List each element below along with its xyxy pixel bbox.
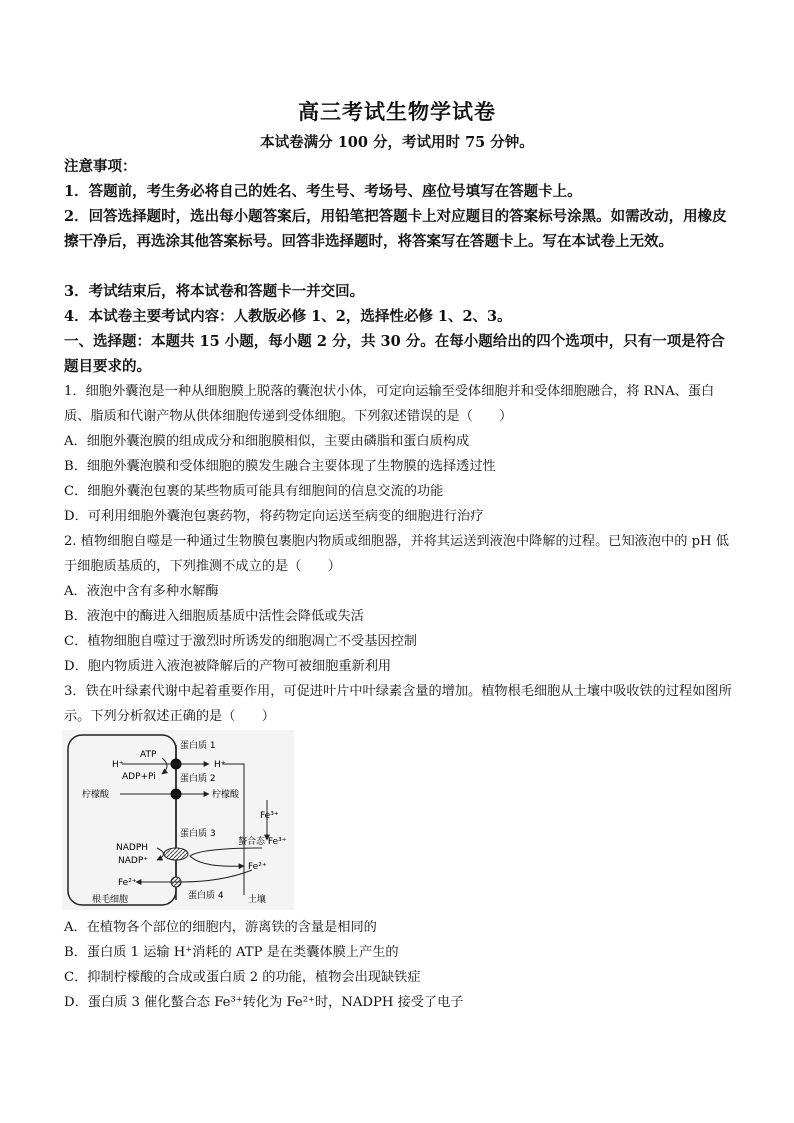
notice-item-1: 1．答题前，考生务必将自己的姓名、考生号、考场号、座位号填写在答题卡上。 [64,183,582,200]
notice-item-3: 3．考试结束后，将本试卷和答题卡一并交回。 [64,283,365,300]
question-1-stem: 1．细胞外囊泡是一种从细胞膜上脱落的囊泡状小体，可定向运输至受体细胞并和受体细胞融合，将 RNA、蛋白质、脂质和代谢产物从供体细胞传递到受体细胞。下列叙述错误的是（ ） [64,384,715,424]
nadp-label: NADP⁺ [118,856,148,866]
section-heading: 一、选择题：本题共 15 小题，每小题 2 分，共 30 分。在每小题给出的四个选项中，只有一项是符合题目要求的。 [64,333,725,375]
h-in-label: H⁺ [112,760,124,770]
protein2-label: 蛋白质 2 [180,774,216,784]
question-1-option-b: B．细胞外囊泡膜和受体细胞的膜发生融合主要体现了生物膜的选择透过性 [64,459,496,474]
adp-label: ADP+Pi [122,772,156,782]
notice-item-2: 2．回答选择题时，选出每小题答案后，用铅笔把答题卡上对应题目的答案标号涂黑。如需改动，用橡皮擦干净后，再选涂其他答案标号。回答非选择题时，将答案写在答题卡上。写在本试卷上无效。 [64,208,727,250]
question-3-option-c: C．抑制柠檬酸的合成或蛋白质 2 的功能，植物会出现缺铁症 [64,970,421,985]
iron-uptake-diagram [62,730,294,910]
protein3-marker [164,848,188,860]
question-2-stem: 2. 植物细胞自噬是一种通过生物膜包裹胞内物质或细胞器，并将其运送到液泡中降解的过程。已知液泡中的 pH 低于细胞质基质的，下列推测不成立的是（ ） [64,534,729,574]
question-3-option-d: D．蛋白质 3 催化螯合态 Fe³⁺转化为 Fe²⁺时，NADPH 接受了电子 [64,995,464,1010]
protein3-label: 蛋白质 3 [180,829,216,839]
h-out-label: H⁺ [214,760,226,770]
question-2-option-d: D．胞内物质进入液泡被降解后的产物可被细胞重新利用 [64,659,392,674]
question-1-option-a: A．细胞外囊泡膜的组成成分和细胞膜相似，主要由磷脂和蛋白质构成 [64,434,470,449]
question-1-option-c: C．细胞外囊泡包裹的某些物质可能具有细胞间的信息交流的功能 [64,484,444,499]
fe2-in-label: Fe²⁺ [118,878,137,888]
citric-out-label: 柠檬酸 [212,790,240,800]
notice-item-4: 4．本试卷主要考试内容：人教版必修 1、2，选择性必修 1、2、3。 [64,308,512,325]
nadph-label: NADPH [116,843,149,853]
question-1-option-d: D．可利用细胞外囊泡包裹药物，将药物定向运送至病变的细胞进行治疗 [64,509,484,524]
protein1-label: 蛋白质 1 [180,741,216,751]
protein4-label: 蛋白质 4 [188,891,224,901]
fe2-out-label: Fe²⁺ [248,862,267,872]
exam-info: 本试卷满分 100 分，考试用时 75 分钟。 [260,134,534,151]
question-3-option-b: B．蛋白质 1 运输 H⁺消耗的 ATP 是在类囊体膜上产生的 [64,945,399,960]
question-2-option-a: A．液泡中含有多种水解酶 [64,584,219,599]
question-3-option-a: A．在植物各个部位的细胞内，游离铁的含量是相同的 [64,920,377,935]
notice-heading: 注意事项： [64,158,137,175]
question-2-option-b: B．液泡中的酶进入细胞质基质中活性会降低或失活 [64,609,364,624]
fe3-label: Fe³⁺ [260,811,279,821]
atp-label: ATP [140,750,157,760]
cell-label: 根毛细胞 [92,895,129,905]
question-2-option-c: C．植物细胞自噬过于激烈时所诱发的细胞凋亡不受基因控制 [64,634,417,649]
soil-label: 土壤 [248,895,267,905]
page-title: 高三考试生物学试卷 [298,99,496,124]
chelate-label: 螯合态 Fe³⁺ [238,837,287,847]
citric-in-label: 柠檬酸 [82,790,110,800]
question-3-stem: 3．铁在叶绿素代谢中起着重要作用，可促进叶片中叶绿素含量的增加。植物根毛细胞从土壤中吸收铁的过程如图所示。下列分析叙述正确的是（ ） [64,684,732,724]
